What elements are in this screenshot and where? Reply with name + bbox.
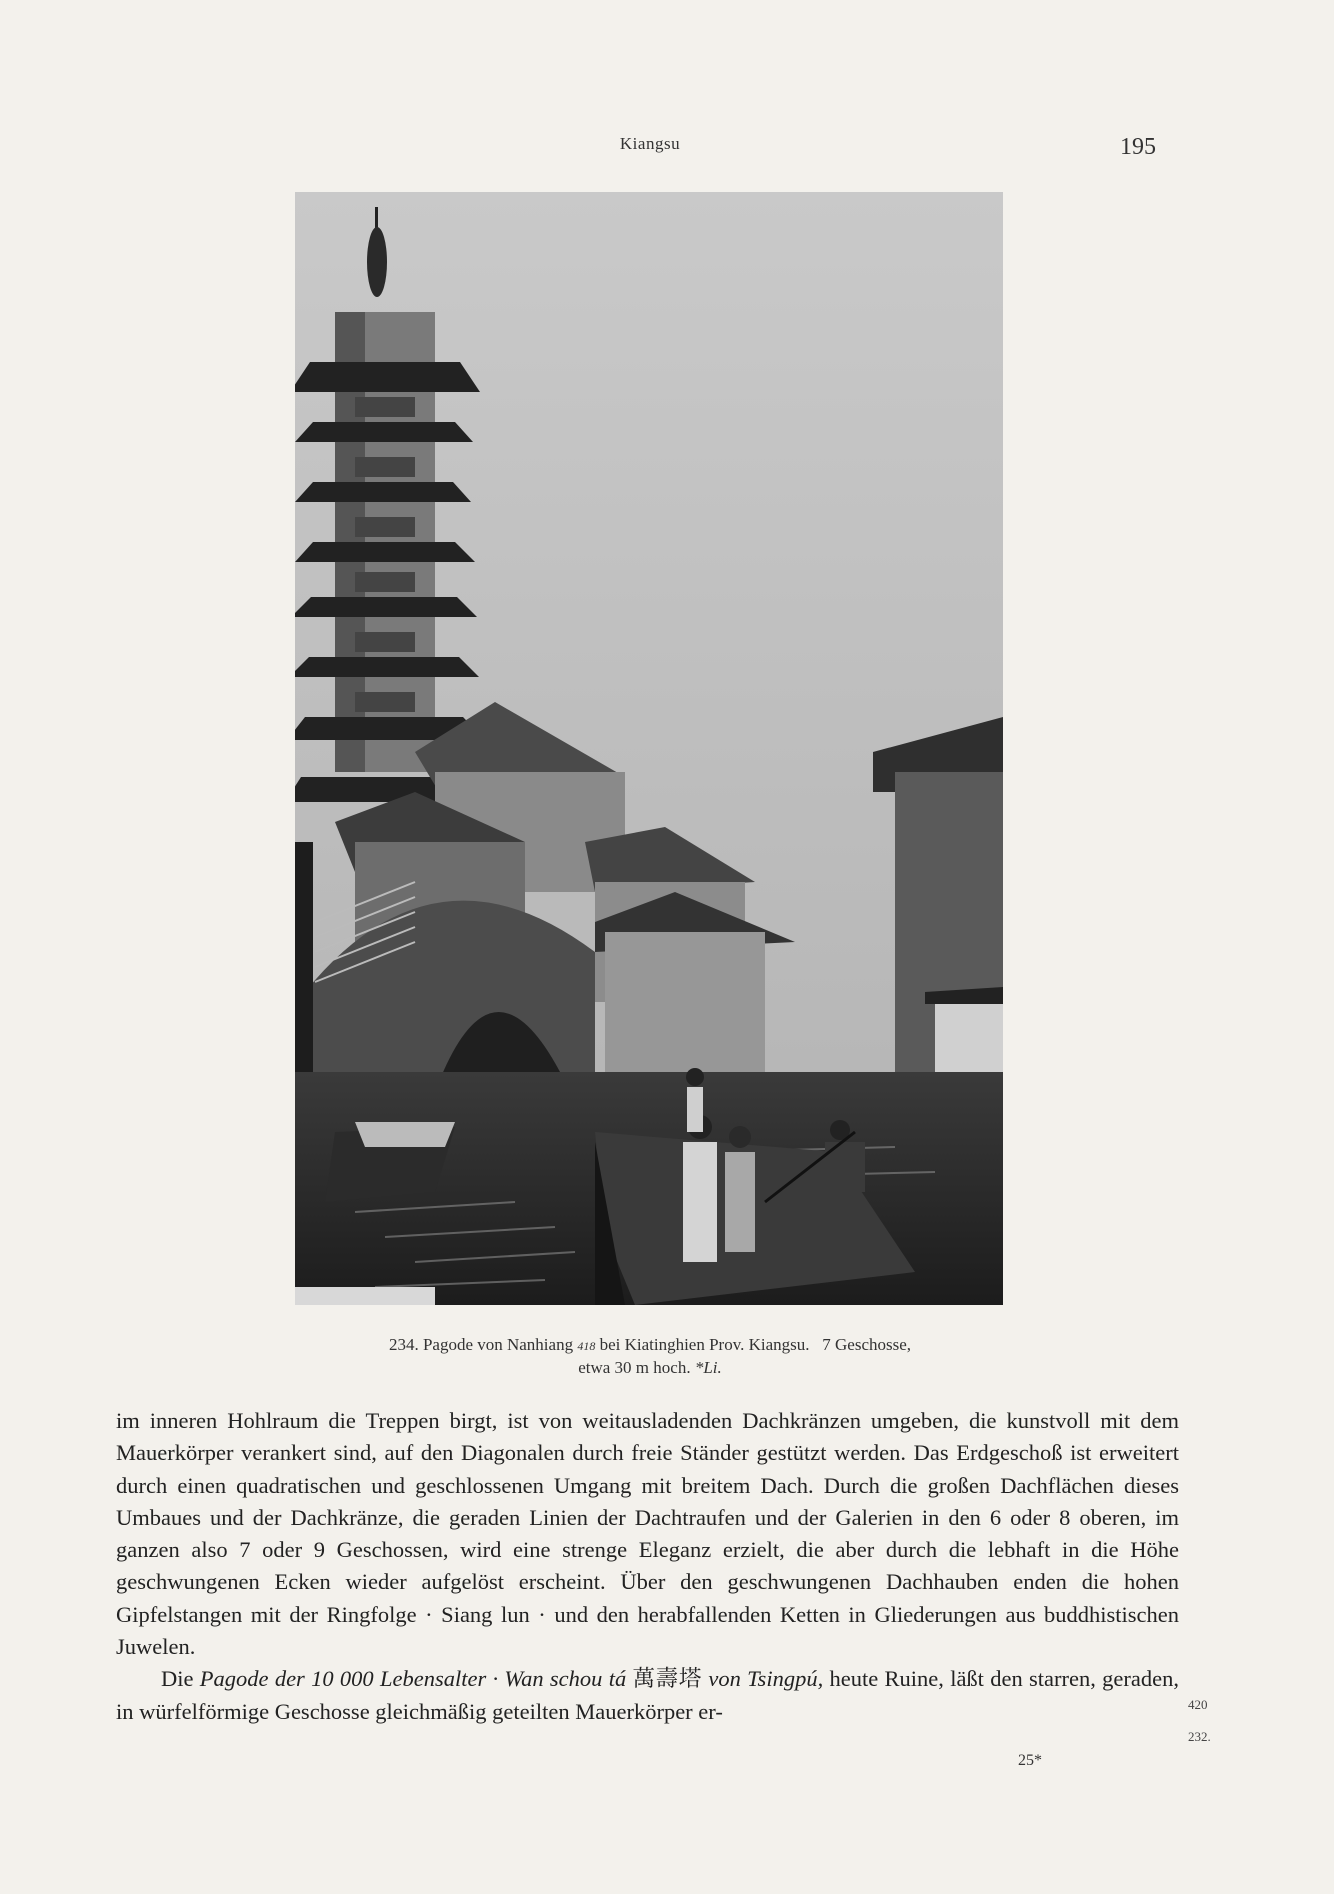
chinese-characters: 萬壽塔 [626,1666,709,1692]
printer-signature-mark: 25* [1018,1752,1042,1769]
page-number: 195 [1120,134,1156,160]
paragraph-2 [116,1663,1179,1728]
para2-rest: heute Ruine, läßt den starren, geraden, in würfelförmige Geschosse gleichmäßig geteilten Mauerkörper er- [116,1666,1179,1724]
caption-text-part2: bei Kiatinghien Prov. Kiangsu. 7 Geschosse, [595,1335,912,1354]
body-text [116,1405,1179,1728]
margin-reference-2: 232. [1188,1729,1211,1744]
pagoda-photo-illustration [295,192,1003,1305]
figure-number: 234. [388,1335,419,1354]
figure-caption [300,1334,1000,1379]
place-name: von Tsingpú, [708,1666,824,1692]
pagoda-name: Pagode der 10 000 Lebensalter · Wan schou tá [199,1666,627,1692]
caption-text-part1: Pagode von Nanhiang [418,1335,578,1354]
photographer-initials: *Li. [694,1358,722,1377]
para2-start: Die [161,1666,200,1692]
paragraph-1: im inneren Hohlraum die Treppen birgt, ist von weitausladenden Dachkränzen umgeben, die kunstvoll mit dem Mauerkörper verankert sind, auf den Diagonalen durch freie Ständer gestützt werden. Das Erdgeschoß ist erweitert durch einen quadratischen und geschlossenen Umgang mit breitem Dach. Durch die großen Dachflächen dieses Umbaues und der Dachkränze, die geraden Linien der Dachtraufen und der Galerien in den 6 oder 8 oberen, im ganzen also 7 oder 9 Geschossen, wird eine strenge Eleganz erzielt, die aber durch die lebhaft in die Höhe geschwungenen Ecken wieder aufgelöst erscheint. Über den geschwungenen Dachhauben enden die hohen Gipfelstangen mit der Ringfolge · Siang lun · und den herabfallenden Ketten in Gliederungen aus buddhistischen Juwelen. [116,1408,1179,1660]
caption-reference-number: 418 [577,1339,596,1353]
pagoda-photograph [295,192,1003,1305]
margin-reference-1: 420 [1188,1697,1208,1712]
running-title: Kiangsu [619,134,681,153]
caption-line-2: etwa 30 m hoch. [578,1358,695,1377]
